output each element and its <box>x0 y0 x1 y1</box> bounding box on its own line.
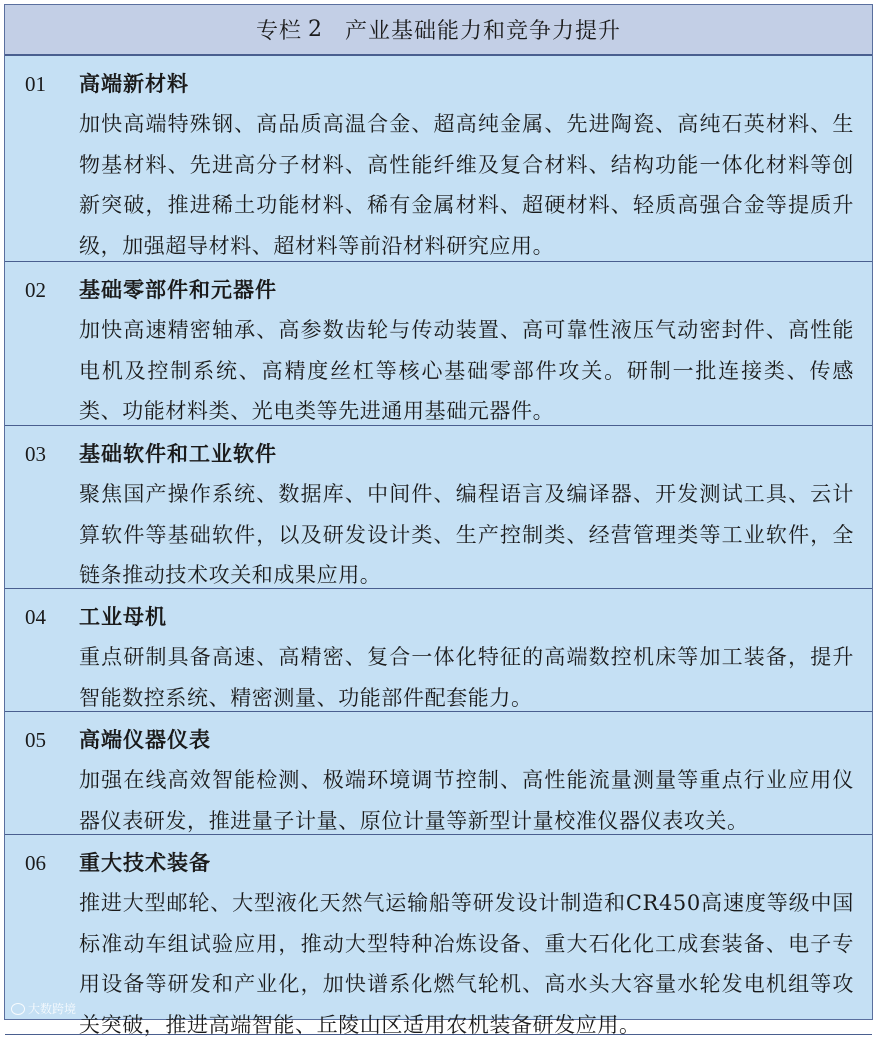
section-title: 高端新材料 <box>79 71 189 96</box>
section-number: 03 <box>25 442 46 466</box>
section-title: 基础零部件和元器件 <box>79 277 277 302</box>
section-title: 基础软件和工业软件 <box>79 441 277 466</box>
section-title: 高端仪器仪表 <box>79 727 211 752</box>
section-body: 加快高速精密轴承、高参数齿轮与传动装置、高可靠性液压气动密封件、高性能电机及控制系统、高精度丝杠等核心基础零部件攻关。研制一批连接类、传感类、功能材料类、光电类等先进通用基础元器件。 <box>79 318 854 423</box>
section-body: 重点研制具备高速、高精密、复合一体化特征的高端数控机床等加工装备，提升智能数控系统、精密测量、功能部件配套能力。 <box>79 645 854 710</box>
section-number: 06 <box>25 851 46 875</box>
panel-header <box>5 5 872 56</box>
column-panel <box>4 4 873 1037</box>
watermark <box>11 1000 76 1017</box>
section-02 <box>5 262 872 426</box>
section-number: 02 <box>25 278 46 302</box>
section-03 <box>5 426 872 589</box>
section-06 <box>5 835 872 1035</box>
section-title: 工业母机 <box>79 604 167 629</box>
header-number: 2 <box>308 17 323 42</box>
section-body: 聚焦国产操作系统、数据库、中间件、编程语言及编译器、开发测试工具、云计算软件等基础软件，以及研发设计类、生产控制类、经营管理类等工业软件，全链条推动技术攻关和成果应用。 <box>79 482 854 587</box>
section-01 <box>5 56 872 262</box>
section-number: 05 <box>25 728 46 752</box>
section-title: 重大技术装备 <box>79 850 211 875</box>
section-body: 加快高端特殊钢、高品质高温合金、超高纯金属、先进陶瓷、高纯石英材料、生物基材料、先进高分子材料、高性能纤维及复合材料、结构功能一体化材料等创新突破，推进稀土功能材料、稀有金属材料、超硬材料、轻质高强合金等提质升级，加强超导材料、超材料等前沿材料研究应用。 <box>79 112 854 258</box>
header-prefix: 专栏 <box>255 19 302 44</box>
section-body: 推进大型邮轮、大型液化天然气运输船等研发设计制造和CR450高速度等级中国标准动车组试验应用，推动大型特种冶炼设备、重大石化化工成套装备、电子专用设备等研发和产业化，加快谱系化燃气轮机、高水头大容量水轮发电机组等攻关突破，推进高端智能、丘陵山区适用农机装备研发应用。 <box>79 891 854 1037</box>
section-number: 01 <box>25 72 46 96</box>
section-04 <box>5 589 872 712</box>
watermark-logo-icon <box>11 1003 25 1015</box>
section-body: 加强在线高效智能检测、极端环境调节控制、高性能流量测量等重点行业应用仪器仪表研发，推进量子计量、原位计量等新型计量校准仪器仪表攻关。 <box>79 768 854 833</box>
section-05 <box>5 712 872 835</box>
header-title: 产业基础能力和竞争力提升 <box>345 19 622 44</box>
section-number: 04 <box>25 605 46 629</box>
watermark-text: 大数跨境 <box>28 1002 77 1016</box>
